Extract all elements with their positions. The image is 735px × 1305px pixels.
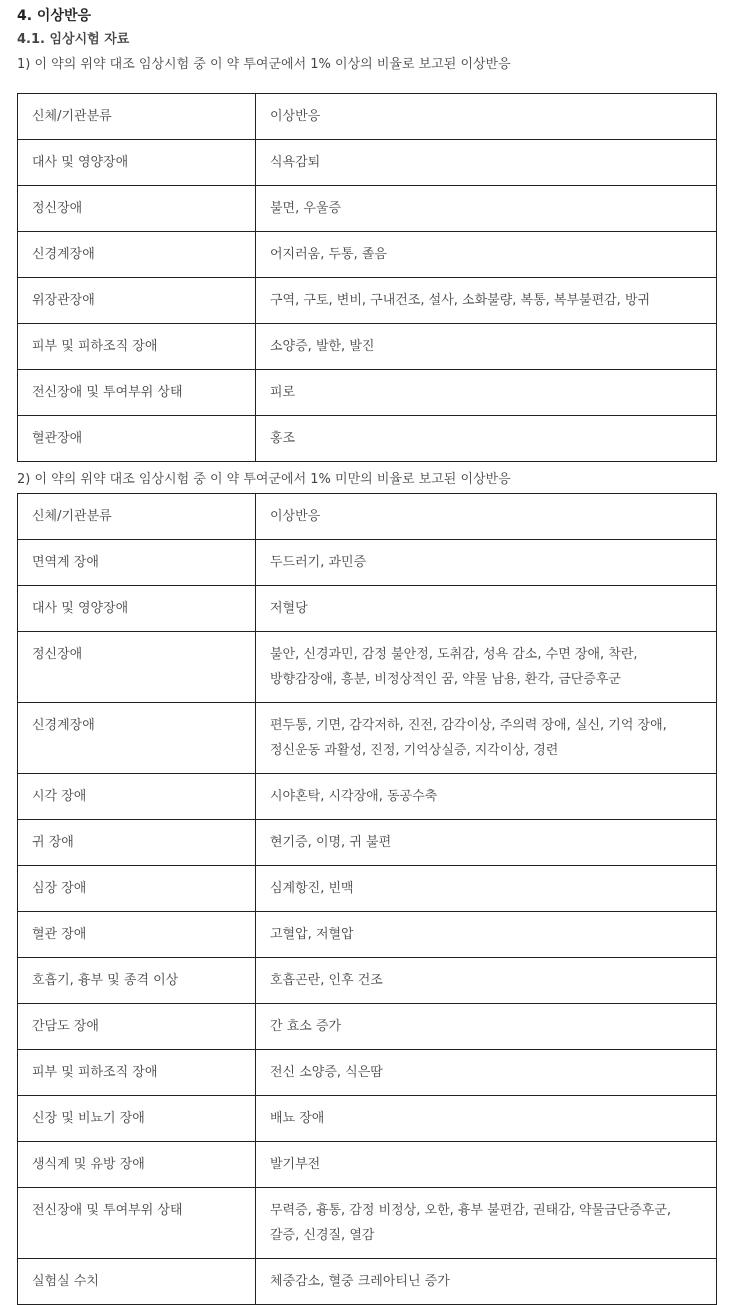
- organ-class-cell: 정신장애: [18, 186, 256, 232]
- organ-class-cell: 신경계장애: [18, 232, 256, 278]
- adverse-reactions-table-1: [17, 93, 717, 462]
- adverse-reaction-cell: 불안, 신경과민, 감정 불안정, 도취감, 성욕 감소, 수면 장애, 착란, 방향감장애, 흥분, 비정상적인 꿈, 약물 남용, 환각, 금단증후군: [256, 632, 717, 703]
- header-reaction-cell: 이상반응: [256, 494, 717, 540]
- table-row: [18, 232, 717, 278]
- adverse-reaction-cell: 전신 소양증, 식은땀: [256, 1050, 717, 1096]
- organ-class-cell: 정신장애: [18, 632, 256, 703]
- table-1-body: [18, 94, 717, 462]
- adverse-reaction-cell: 호흡곤란, 인후 건조: [256, 958, 717, 1004]
- adverse-reaction-cell: 두드러기, 과민증: [256, 540, 717, 586]
- adverse-reaction-cell: 무력증, 흉통, 감정 비정상, 오한, 흉부 불편감, 권태감, 약물금단증후군, 갈증, 신경질, 열감: [256, 1188, 717, 1259]
- adverse-reaction-cell: 고혈압, 저혈압: [256, 912, 717, 958]
- header-reaction-cell: 이상반응: [256, 94, 717, 140]
- table-row: [18, 1096, 717, 1142]
- adverse-reaction-cell: 시야혼탁, 시각장애, 동공수축: [256, 774, 717, 820]
- table-2-caption: 2) 이 약의 위약 대조 임상시험 중 이 약 투여군에서 1% 미만의 비율로 보고된 이상반응: [17, 472, 511, 487]
- adverse-reaction-cell: 간 효소 증가: [256, 1004, 717, 1050]
- table-row: [18, 1259, 717, 1305]
- organ-class-cell: 면역계 장애: [18, 540, 256, 586]
- header-class-cell: 신체/기관분류: [18, 94, 256, 140]
- organ-class-cell: 피부 및 피하조직 장애: [18, 1050, 256, 1096]
- table-row: [18, 1188, 717, 1259]
- organ-class-cell: 전신장애 및 투여부위 상태: [18, 1188, 256, 1259]
- organ-class-cell: 전신장애 및 투여부위 상태: [18, 370, 256, 416]
- table-row: [18, 370, 717, 416]
- organ-class-cell: 간담도 장애: [18, 1004, 256, 1050]
- table-row: [18, 703, 717, 774]
- table-row: [18, 140, 717, 186]
- table-row: [18, 1004, 717, 1050]
- organ-class-cell: 대사 및 영양장애: [18, 586, 256, 632]
- table-row: [18, 324, 717, 370]
- organ-class-cell: 위장관장애: [18, 278, 256, 324]
- table-row: [18, 586, 717, 632]
- subsection-title: 4.1. 임상시험 자료: [17, 32, 130, 47]
- organ-class-cell: 혈관장애: [18, 416, 256, 462]
- organ-class-cell: 생식계 및 유방 장애: [18, 1142, 256, 1188]
- table-header-row: [18, 494, 717, 540]
- table-2-body: [18, 494, 717, 1305]
- adverse-reaction-cell: 현기증, 이명, 귀 불편: [256, 820, 717, 866]
- adverse-reaction-cell: 편두통, 기면, 감각저하, 진전, 감각이상, 주의력 장애, 실신, 기억 장애, 정신운동 과활성, 진정, 기억상실증, 지각이상, 경련: [256, 703, 717, 774]
- organ-class-cell: 시각 장애: [18, 774, 256, 820]
- table-row: [18, 774, 717, 820]
- adverse-reaction-cell: 소양증, 발한, 발진: [256, 324, 717, 370]
- table-row: [18, 186, 717, 232]
- adverse-reaction-cell: 피로: [256, 370, 717, 416]
- table-row: [18, 958, 717, 1004]
- adverse-reaction-cell: 체중감소, 혈중 크레아티닌 증가: [256, 1259, 717, 1305]
- table-row: [18, 866, 717, 912]
- organ-class-cell: 신장 및 비뇨기 장애: [18, 1096, 256, 1142]
- table-1-caption: 1) 이 약의 위약 대조 임상시험 중 이 약 투여군에서 1% 이상의 비율로 보고된 이상반응: [17, 57, 511, 72]
- table-row: [18, 820, 717, 866]
- organ-class-cell: 피부 및 피하조직 장애: [18, 324, 256, 370]
- adverse-reaction-cell: 불면, 우울증: [256, 186, 717, 232]
- adverse-reaction-cell: 식욕감퇴: [256, 140, 717, 186]
- organ-class-cell: 신경계장애: [18, 703, 256, 774]
- adverse-reaction-cell: 홍조: [256, 416, 717, 462]
- organ-class-cell: 귀 장애: [18, 820, 256, 866]
- table-row: [18, 912, 717, 958]
- organ-class-cell: 호흡기, 흉부 및 종격 이상: [18, 958, 256, 1004]
- organ-class-cell: 혈관 장애: [18, 912, 256, 958]
- table-row: [18, 540, 717, 586]
- adverse-reaction-cell: 구역, 구토, 변비, 구내건조, 설사, 소화불량, 복통, 복부불편감, 방귀: [256, 278, 717, 324]
- organ-class-cell: 심장 장애: [18, 866, 256, 912]
- organ-class-cell: 대사 및 영양장애: [18, 140, 256, 186]
- adverse-reaction-cell: 저혈당: [256, 586, 717, 632]
- table-row: [18, 416, 717, 462]
- adverse-reaction-cell: 어지러움, 두통, 졸음: [256, 232, 717, 278]
- table-header-row: [18, 94, 717, 140]
- table-row: [18, 1050, 717, 1096]
- section-title: 4. 이상반응: [17, 8, 92, 24]
- table-row: [18, 632, 717, 703]
- adverse-reaction-cell: 발기부전: [256, 1142, 717, 1188]
- table-row: [18, 1142, 717, 1188]
- adverse-reactions-table-2: [17, 493, 717, 1305]
- adverse-reaction-cell: 심계항진, 빈맥: [256, 866, 717, 912]
- organ-class-cell: 실험실 수치: [18, 1259, 256, 1305]
- adverse-reaction-cell: 배뇨 장애: [256, 1096, 717, 1142]
- table-row: [18, 278, 717, 324]
- header-class-cell: 신체/기관분류: [18, 494, 256, 540]
